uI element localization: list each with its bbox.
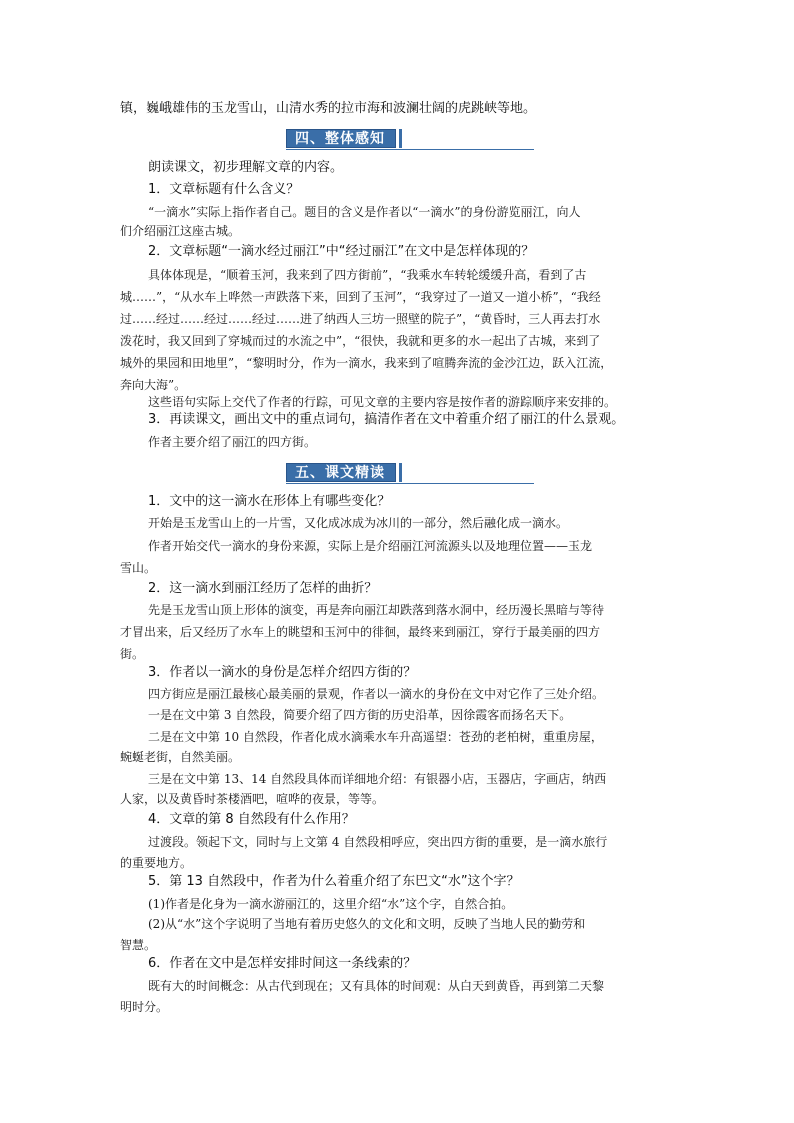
answer-line: 才冒出来，后又经历了水车上的眺望和玉河中的徘徊，最终来到丽江，穿行于最美丽的四方	[120, 625, 601, 639]
answer-line: 三是在文中第 13、14 自然段具体而详细地介绍：有银器小店，玉器店，字画店，纳西	[148, 772, 607, 786]
answer-line: (1)作者是化身为一滴水游丽江的，这里介绍“水”这个字，自然合拍。	[148, 897, 514, 911]
answer-line: 过渡段。领起下文，同时与上文第 4 自然段相呼应，突出四方街的重要，是一滴水旅行	[148, 835, 608, 849]
answer-line: 开始是玉龙雪山上的一片雪，又化成冰成为冰川的一部分，然后融化成一滴水。	[148, 516, 569, 530]
answer-line: 雪山。	[120, 561, 157, 575]
question-1: 1．文章标题有什么含义？	[148, 182, 300, 197]
answer-line: 城……”，“从水车上哗然一声跌落下来，回到了玉河”，“我穿过了一道又一道小桥”，“我经	[120, 290, 601, 304]
answer-line: 这些语句实际上交代了作者的行踪，可见文章的主要内容是按作者的游踪顺序来安排的。	[148, 395, 617, 409]
answer-line: 作者开始交代一滴水的身份来源，实际上是介绍丽江河流源头以及地理位置——玉龙	[148, 539, 593, 553]
heading-underline	[286, 483, 534, 484]
question-3: 3．作者以一滴水的身份是怎样介绍四方街的？	[148, 665, 417, 680]
question-2: 2．文章标题“一滴水经过丽江”中“经过丽江”在文中是怎样体现的？	[148, 244, 535, 259]
answer-line: 泼花时，我又回到了穿城而过的水流之中”，“很快，我就和更多的水一起出了古城，来到了	[120, 334, 601, 348]
answer-line: 具体体现是，“顺着玉河，我来到了四方街前”，“我乘水车转轮缓缓升高，看到了古	[148, 268, 587, 282]
answer-line: 智慧。	[120, 938, 157, 952]
answer-line: 奔向大海”。	[120, 378, 187, 392]
answer-line: 一是在文中第 3 自然段，简要介绍了四方街的历史沿革，因徐霞客而扬名天下。	[148, 708, 572, 722]
section-title: 四、整体感知	[286, 129, 396, 148]
section-heading-5	[286, 460, 402, 482]
section-heading-4	[286, 126, 402, 148]
answer-line: 蜿蜒老街，自然美丽。	[120, 750, 241, 764]
answer-line: 过……经过……经过……经过……进了纳西人三坊一照壁的院子”，“黄昏时，三人再去打水	[120, 312, 601, 326]
question-2: 2．这一滴水到丽江经历了怎样的曲折？	[148, 581, 378, 596]
heading-bar	[399, 463, 402, 482]
answer-line: (2)从“水”这个字说明了当地有着历史悠久的文化和文明，反映了当地人民的勤劳和	[148, 917, 586, 931]
answer-line: 明时分。	[120, 1000, 169, 1014]
answer-line: “一滴水”实际上指作者自己。题目的含义是作者以“一滴水”的身份游览丽江，向人	[148, 205, 581, 219]
question-5: 5．第 13 自然段中，作者为什么着重介绍了东巴文“水”这个字？	[148, 874, 520, 889]
question-4: 4．文章的第 8 自然段有什么作用？	[148, 812, 355, 827]
answer-line: 作者主要介绍了丽江的四方街。	[148, 435, 317, 449]
answer-line: 既有大的时间概念：从古代到现在；又有具体的时间观：从白天到黄昏，再到第二天黎	[148, 979, 605, 993]
question-1: 1．文中的这一滴水在形体上有哪些变化？	[148, 494, 391, 509]
intro-continuation-text: 镇，巍峨雄伟的玉龙雪山，山清水秀的拉市海和波澜壮阔的虎跳峡等地。	[120, 101, 537, 116]
heading-underline	[286, 149, 534, 150]
answer-line: 的重要地方。	[120, 856, 193, 870]
answer-line: 街。	[120, 647, 145, 661]
question-6: 6．作者在文中是怎样安排时间这一条线索的？	[148, 956, 417, 971]
answer-line: 们介绍丽江这座古城。	[120, 224, 241, 238]
heading-bar	[399, 129, 402, 148]
question-3: 3．再读课文，画出文中的重点词句，搞清作者在文中着重介绍了丽江的什么景观。	[148, 412, 625, 427]
section-title: 五、课文精读	[286, 463, 396, 482]
section4-intro: 朗读课文，初步理解文章的内容。	[148, 160, 344, 175]
answer-line: 人家，以及黄昏时茶楼酒吧，喧哗的夜景，等等。	[120, 792, 385, 806]
answer-line: 城外的果园和田地里”，“黎明时分，作为一滴水，我来到了喧腾奔流的金沙江边，跃入江流，	[120, 356, 613, 370]
answer-line: 四方街应是丽江最核心最美丽的景观，作者以一滴水的身份在文中对它作了三处介绍。	[148, 687, 605, 701]
answer-line: 先是玉龙雪山顶上形体的演变，再是奔向丽江却跌落到落水洞中，经历漫长黑暗与等待	[148, 603, 605, 617]
answer-line: 二是在文中第 10 自然段，作者化成水滴乘水车升高遥望：苍劲的老柏树，重重房屋，	[148, 730, 603, 744]
